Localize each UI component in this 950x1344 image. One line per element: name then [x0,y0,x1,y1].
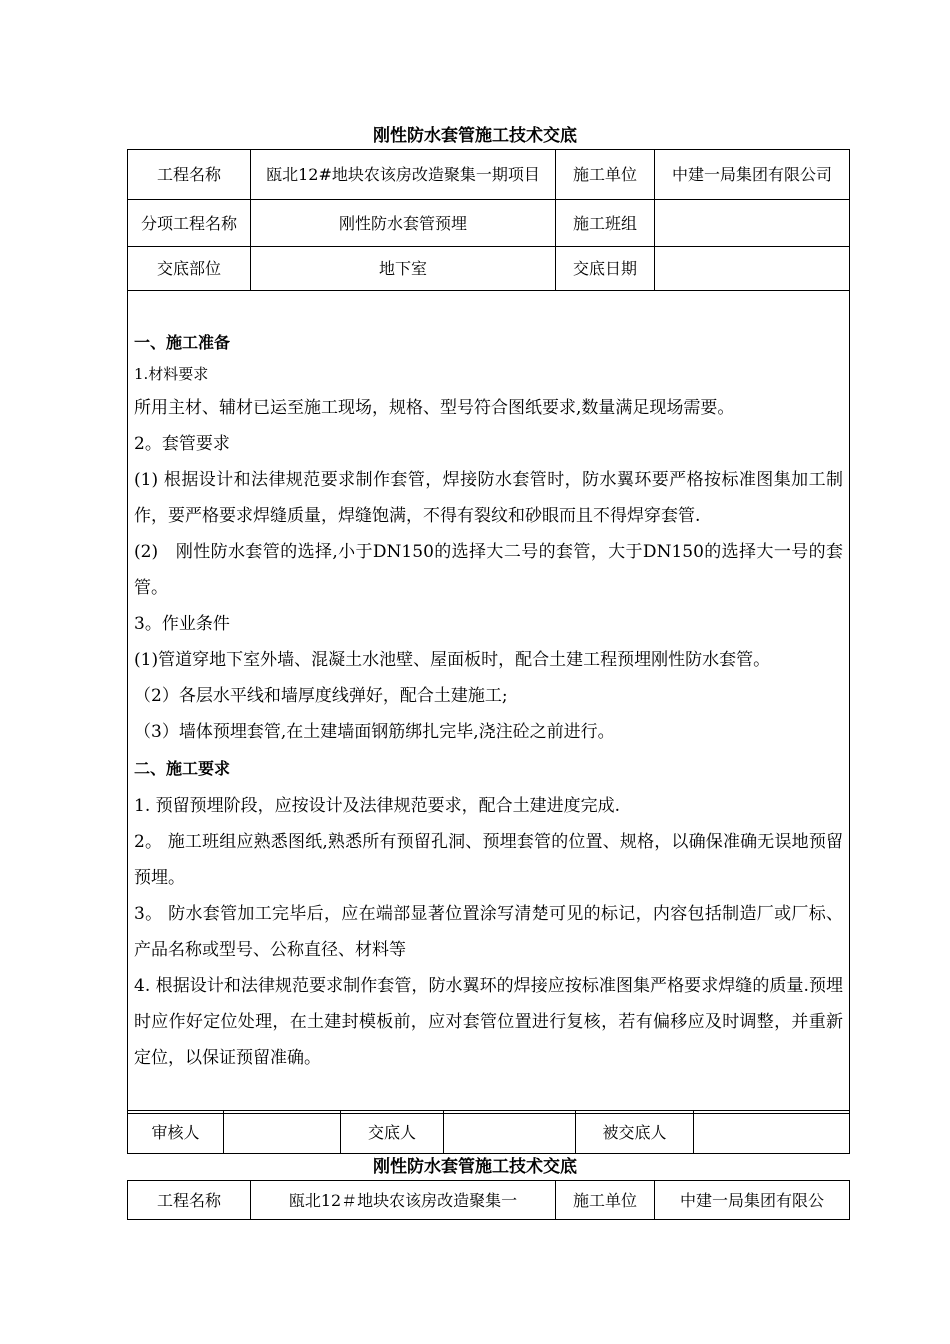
recipient-label: 被交底人 [576,1111,694,1154]
subproject-value: 刚性防水套管预埋 [251,200,556,247]
section-heading-requirements: 二、施工要求 [134,759,231,778]
subproject-label: 分项工程名称 [128,200,251,247]
construction-unit-value: 中建一局集团有限公司 [655,150,850,200]
disclosure-content [128,291,850,1114]
date-label: 交底日期 [556,247,655,291]
requirement-2: 2。 施工班组应熟悉图纸,熟悉所有预留孔洞、预埋套管的位置、规格，以确保准确无误地预留预埋。 [134,832,843,888]
construction-unit-label: 施工单位 [556,150,655,200]
discloser-signature-field[interactable] [444,1111,576,1154]
signature-table [127,1110,850,1154]
sleeve-requirement-1: (1) 根据设计和法律规范要求制作套管，焊接防水套管时，防水翼环要严格按标准图集加工制作，要严格要求焊缝质量，焊缝饱满，不得有裂纹和砂眼而且不得焊穿套管. [134,470,843,526]
construction-unit-label-2: 施工单位 [556,1181,655,1220]
recipient-signature-field[interactable] [694,1111,850,1154]
project-name-value: 瓯北12#地块农该房改造聚集一期项目 [251,150,556,200]
section-heading-preparation: 一、施工准备 [134,333,231,352]
construction-unit-value-2: 中建一局集团有限公 [655,1181,850,1220]
work-condition-3: （3）墙体预埋套管,在土建墙面钢筋绑扎完毕,浇注砼之前进行。 [134,722,615,742]
project-name-value-2: 瓯北12＃地块农该房改造聚集一 [251,1181,556,1220]
requirement-3: 3。 防水套管加工完毕后，应在端部显著位置涂写清楚可见的标记，内容包括制造厂或厂标、产品名称或型号、公称直径、材料等 [134,904,843,960]
project-name-label: 工程名称 [128,150,251,200]
team-label: 施工班组 [556,200,655,247]
sleeve-requirements-heading: 2。套管要求 [134,434,230,454]
requirement-4: 4. 根据设计和法律规范要求制作套管，防水翼环的焊接应按标准图集严格要求焊缝的质量.预埋时应作好定位处理，在土建封模板前，应对套管位置进行复核，若有偏移应及时调整，并重新定位，以保证预留准确。 [134,976,843,1068]
document-title: 刚性防水套管施工技术交底 [373,126,577,146]
date-value [655,247,850,291]
material-requirements-heading: 1.材料要求 [134,365,209,383]
material-requirements-text: 所用主材、辅材已运至施工现场，规格、型号符合图纸要求,数量满足现场需要。 [134,398,735,418]
discloser-label: 交底人 [341,1111,444,1154]
reviewer-label: 审核人 [128,1111,224,1154]
location-label: 交底部位 [128,247,251,291]
project-name-label-2: 工程名称 [128,1181,251,1220]
sleeve-requirement-2: (2) 刚性防水套管的选择,小于DN150的选择大二号的套管，大于DN150的选择大一号的套管。 [134,542,843,598]
disclosure-header-table [127,149,850,1114]
disclosure-header-table-2 [127,1180,850,1220]
team-value [655,200,850,247]
document-title-2: 刚性防水套管施工技术交底 [373,1157,577,1177]
work-conditions-heading: 3。作业条件 [134,614,230,634]
requirement-1: 1. 预留预埋阶段，应按设计及法律规范要求，配合土建进度完成. [134,796,621,816]
work-condition-2: （2）各层水平线和墙厚度线弹好，配合土建施工; [134,686,508,706]
work-condition-1: (1)管道穿地下室外墙、混凝土水池壁、屋面板时，配合土建工程预埋刚性防水套管。 [134,650,771,670]
location-value: 地下室 [251,247,556,291]
reviewer-signature-field[interactable] [224,1111,341,1154]
